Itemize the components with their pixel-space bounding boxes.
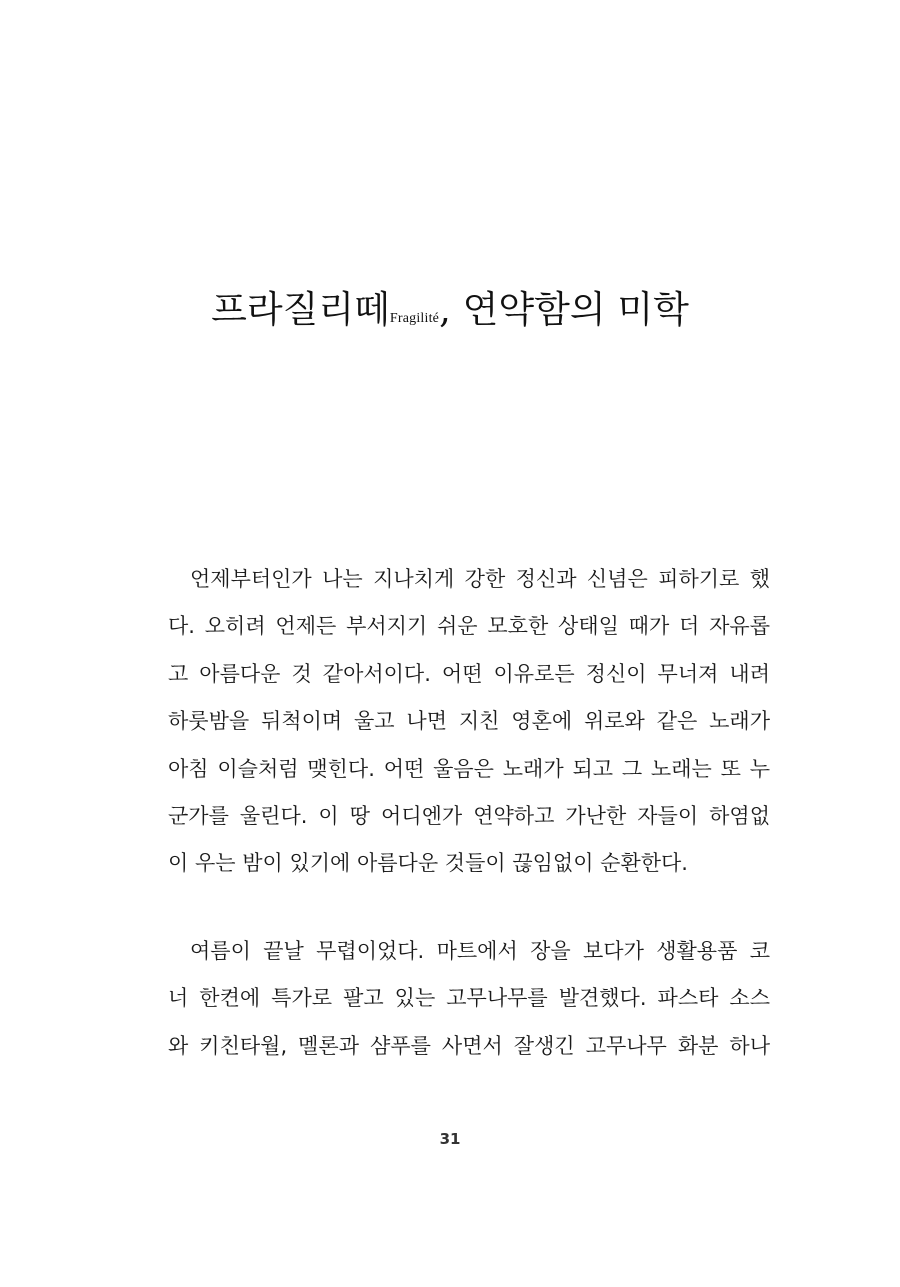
text-line: 군가를 울린다. 이 땅 어디엔가 연약하고 가난한 자들이 하염없 (168, 803, 770, 828)
text-line: 고 아름다운 것 같아서이다. 어떤 이유로든 정신이 무너져 내려 (168, 661, 770, 686)
page-number: 31 (439, 1130, 461, 1148)
text-line: 와 키친타월, 멜론과 샴푸를 사면서 잘생긴 고무나무 화분 하나 (168, 1033, 770, 1058)
chapter-title-foreign-word: Fragilité (389, 311, 440, 326)
text-line: 언제부터인가 나는 지나치게 강한 정신과 신념은 피하기로 했 (190, 567, 770, 591)
chapter-title (0, 286, 900, 343)
text-line: 하룻밤을 뒤척이며 울고 나면 지친 영혼에 위로와 같은 노래가 (168, 709, 770, 734)
paragraph-1 (168, 556, 770, 888)
text-line: 다. 오히려 언제든 부서지기 쉬운 모호한 상태일 때가 더 자유롭 (168, 614, 770, 639)
text-line: 아침 이슬처럼 맺힌다. 어떤 울음은 노래가 되고 그 노래는 또 누 (168, 756, 770, 781)
text-line: 이 우는 밤이 있기에 아름다운 것들이 끊임없이 순환한다. (168, 851, 688, 876)
text-line: 여름이 끝날 무렵이었다. 마트에서 장을 보다가 생활용품 코 (190, 939, 770, 963)
paragraph-2 (168, 928, 770, 1070)
chapter-title-main: 프라질리떼 (211, 288, 390, 331)
text-line: 너 한켠에 특가로 팔고 있는 고무나무를 발견했다. 파스타 소스 (168, 986, 770, 1011)
chapter-title-rest: , 연약함의 미학 (439, 288, 689, 331)
